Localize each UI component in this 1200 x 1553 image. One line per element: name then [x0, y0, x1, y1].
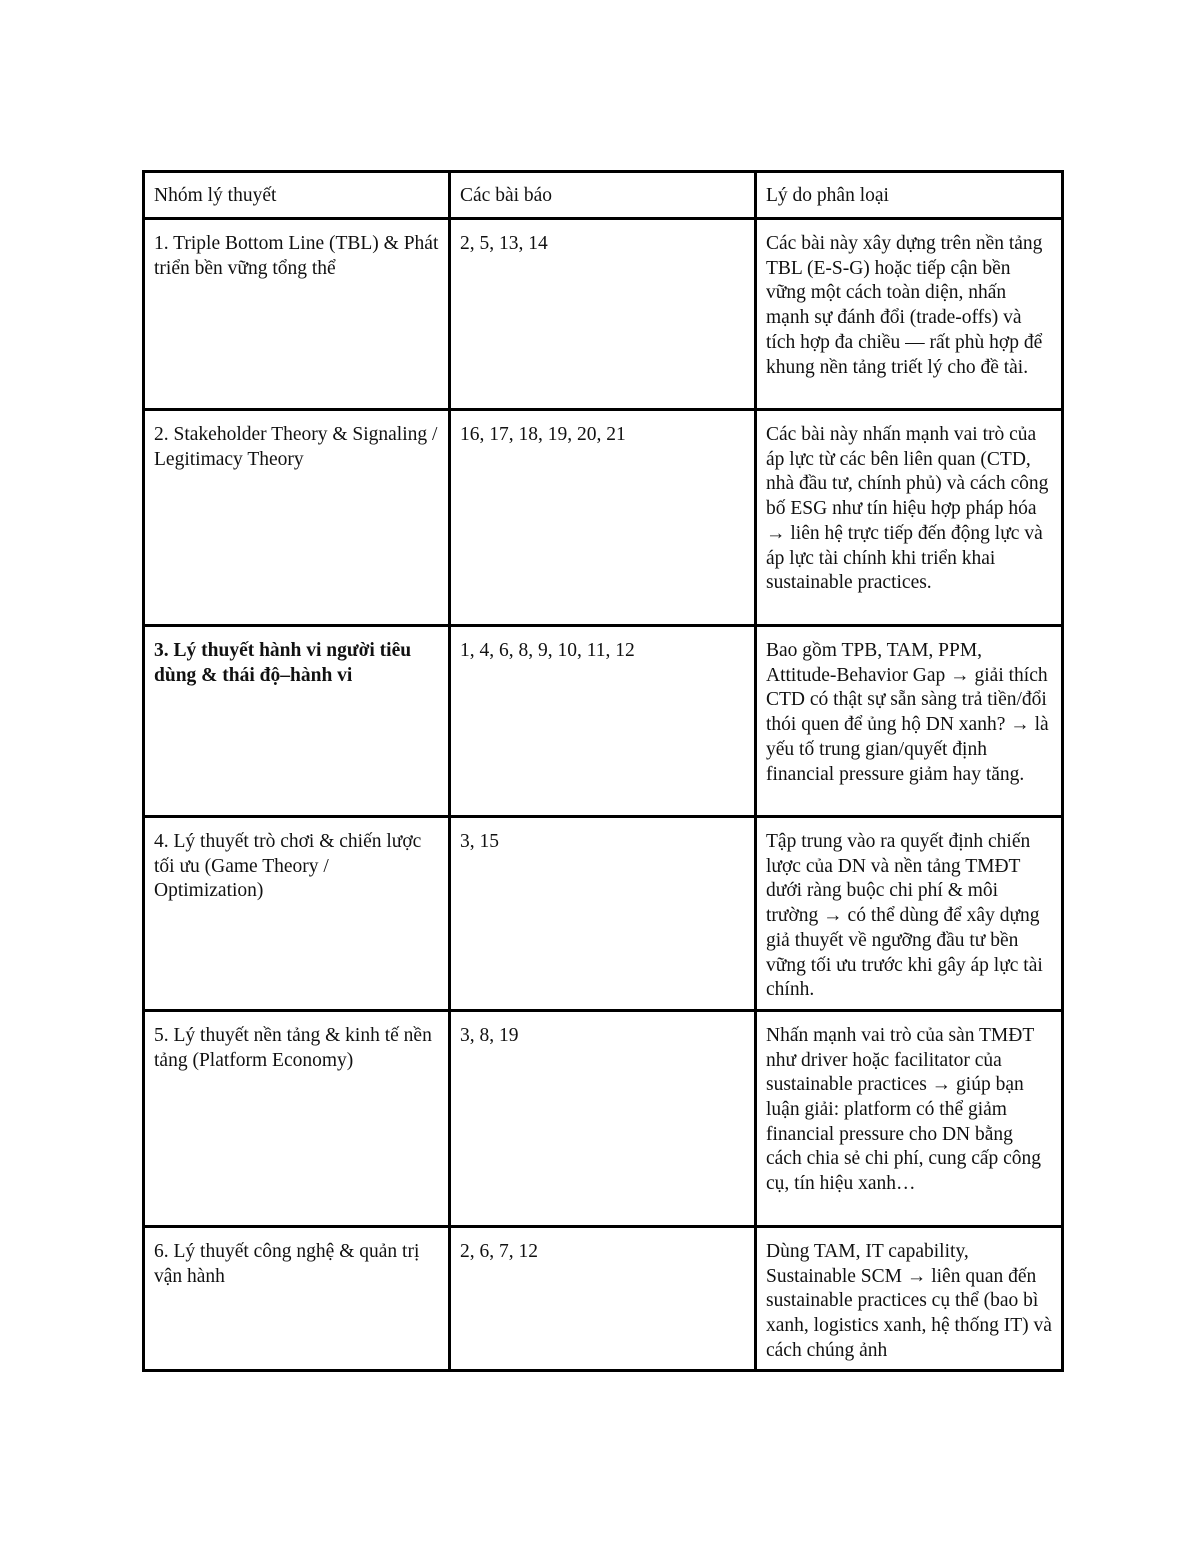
theory-classification-table — [142, 170, 1064, 1372]
papers-cell: 16, 17, 18, 19, 20, 21 — [450, 410, 756, 626]
theory-group-cell: 3. Lý thuyết hành vi người tiêu dùng & thái độ–hành vi — [144, 626, 450, 817]
papers-cell: 1, 4, 6, 8, 9, 10, 11, 12 — [450, 626, 756, 817]
theory-group-cell: 4. Lý thuyết trò chơi & chiến lược tối ưu (Game Theory / Optimization) — [144, 817, 450, 1011]
theory-group-cell: 6. Lý thuyết công nghệ & quản trị vận hành — [144, 1226, 450, 1371]
papers-cell: 3, 15 — [450, 817, 756, 1011]
theory-group-cell: 2. Stakeholder Theory & Signaling / Legitimacy Theory — [144, 410, 450, 626]
header-theory-group: Nhóm lý thuyết — [144, 172, 450, 219]
table-row — [144, 626, 1063, 817]
theory-group-cell: 5. Lý thuyết nền tảng & kinh tế nền tảng (Platform Economy) — [144, 1010, 450, 1226]
table-row — [144, 219, 1063, 410]
reason-cell: Các bài này xây dựng trên nền tảng TBL (E-S-G) hoặc tiếp cận bền vững một cách toàn diện, nhấn mạnh sự đánh đổi (trade-offs) và tích hợp đa chiều — rất phù hợp để khung nền tảng triết lý cho đề tài. — [756, 219, 1063, 410]
papers-cell: 2, 6, 7, 12 — [450, 1226, 756, 1371]
papers-cell: 2, 5, 13, 14 — [450, 219, 756, 410]
reason-cell: Các bài này nhấn mạnh vai trò của áp lực từ các bên liên quan (CTD, nhà đầu tư, chính phủ) và cách công bố ESG như tín hiệu hợp pháp hóa → liên hệ trực tiếp đến động lực và áp lực tài chính khi triển khai sustainable practices. — [756, 410, 1063, 626]
table-row — [144, 410, 1063, 626]
reason-cell: Bao gồm TPB, TAM, PPM, Attitude-Behavior Gap → giải thích CTD có thật sự sẵn sàng trả tiền/đổi thói quen để ủng hộ DN xanh? → là yếu tố trung gian/quyết định financial pressure giảm hay tăng. — [756, 626, 1063, 817]
reason-cell: Dùng TAM, IT capability, Sustainable SCM → liên quan đến sustainable practices cụ thể (bao bì xanh, logistics xanh, hệ thống IT) và cách chúng ảnh — [756, 1226, 1063, 1371]
table-row — [144, 1226, 1063, 1371]
reason-cell: Tập trung vào ra quyết định chiến lược của DN và nền tảng TMĐT dưới ràng buộc chi phí & môi trường → có thể dùng để xây dựng giả thuyết về ngưỡng đầu tư bền vững tối ưu trước khi gây áp lực tài chính. — [756, 817, 1063, 1011]
header-papers: Các bài báo — [450, 172, 756, 219]
table-row — [144, 1010, 1063, 1226]
header-reason: Lý do phân loại — [756, 172, 1063, 219]
table-row — [144, 817, 1063, 1011]
papers-cell: 3, 8, 19 — [450, 1010, 756, 1226]
table-header-row — [144, 172, 1063, 219]
theory-group-cell: 1. Triple Bottom Line (TBL) & Phát triển bền vững tổng thể — [144, 219, 450, 410]
reason-cell: Nhấn mạnh vai trò của sàn TMĐT như driver hoặc facilitator của sustainable practices → giúp bạn luận giải: platform có thể giảm financial pressure cho DN bằng cách chia sẻ chi phí, cung cấp công cụ, tín hiệu xanh… — [756, 1010, 1063, 1226]
